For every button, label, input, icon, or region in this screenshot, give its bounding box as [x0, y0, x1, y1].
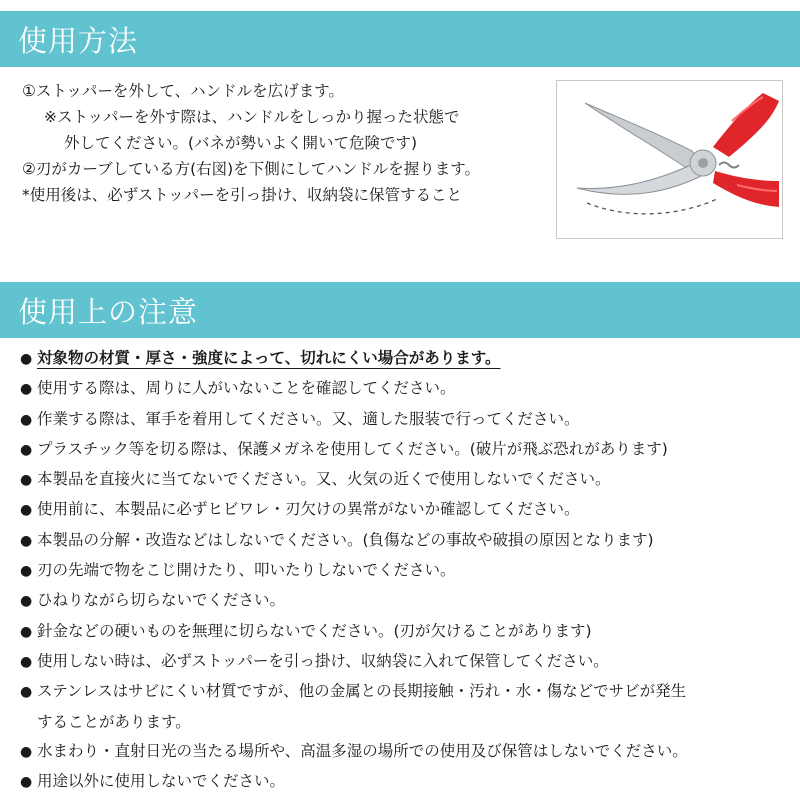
usage-step-1: ①ストッパーを外して、ハンドルを広げます。: [22, 82, 344, 100]
bullet-icon: ●: [20, 743, 33, 760]
bullet-icon: ●: [20, 532, 33, 549]
caution-item: ● 本製品の分解・改造などはしないでください。(負傷などの事故や破損の原因となります): [20, 526, 790, 556]
caution-item: ● 使用前に、本製品に必ずヒビワレ・刃欠けの異常がないか確認してください。: [20, 495, 790, 525]
usage-note-continued: 外してください。(バネが勢いよく開いて危険です): [64, 134, 418, 152]
usage-instructions: [22, 78, 547, 208]
caution-item: ● 作業する際は、軍手を着用してください。又、適した服装で行ってください。: [20, 405, 790, 435]
section-header-usage: [0, 11, 800, 67]
caution-item: ● 使用しない時は、必ずストッパーを引っ掛け、収納袋に入れて保管してください。: [20, 647, 790, 677]
bullet-icon: ●: [20, 351, 33, 367]
usage-note: ※ストッパーを外す際は、ハンドルをしっかり握った状態で: [44, 108, 460, 126]
section-title-usage: 使用方法: [18, 23, 139, 58]
caution-item: ● 使用する際は、周りに人がいないことを確認してください。: [20, 374, 790, 404]
caution-item: ● 針金などの硬いものを無理に切らないでください。(刃が欠けることがあります): [20, 617, 790, 647]
bullet-icon: ●: [20, 411, 33, 428]
usage-step-2: ②刃がカーブしている方(右図)を下側にしてハンドルを握ります。: [22, 160, 480, 178]
caution-item: ● ステンレスはサビにくい材質ですが、他の金属との長期接触・汚れ・水・傷などでサビが発生: [20, 677, 790, 707]
caution-item-continuation: することがあります。: [37, 712, 191, 731]
caution-item: ● 対象物の材質・厚さ・強度によって、切れにくい場合があります。: [20, 344, 790, 374]
section-title-cautions: 使用上の注意: [18, 294, 199, 329]
caution-list: [20, 344, 790, 797]
scissors-figure: [556, 80, 783, 239]
caution-item: ● 刃の先端で物をこじ開けたり、叩いたりしないでください。: [20, 556, 790, 586]
bullet-icon: ●: [20, 653, 33, 670]
bullet-icon: ●: [20, 472, 33, 489]
bullet-icon: ●: [20, 381, 33, 398]
caution-item: ● 用途以外に使用しないでください。: [20, 767, 790, 797]
bullet-icon: ●: [20, 623, 33, 640]
bullet-icon: ●: [20, 563, 33, 580]
caution-item: ● ひねりながら切らないでください。: [20, 586, 790, 616]
caution-item: ● 本製品を直接火に当てないでください。又、火気の近くで使用しないでください。: [20, 465, 790, 495]
bullet-icon: ●: [20, 774, 33, 791]
bullet-icon: ●: [20, 502, 33, 519]
bullet-icon: ●: [20, 593, 33, 610]
section-header-cautions: [0, 282, 800, 338]
usage-after-note: *使用後は、必ずストッパーを引っ掛け、収納袋に保管すること: [22, 186, 463, 204]
bullet-icon: ●: [20, 684, 33, 701]
bullet-icon: ●: [20, 441, 33, 458]
caution-item: ● プラスチック等を切る際は、保護メガネを使用してください。(破片が飛ぶ恐れがあります): [20, 435, 790, 465]
caution-item: ● 水まわり・直射日光の当たる場所や、高温多湿の場所での使用及び保管はしないでください。: [20, 737, 790, 767]
kitchen-scissors-icon: [557, 81, 782, 238]
